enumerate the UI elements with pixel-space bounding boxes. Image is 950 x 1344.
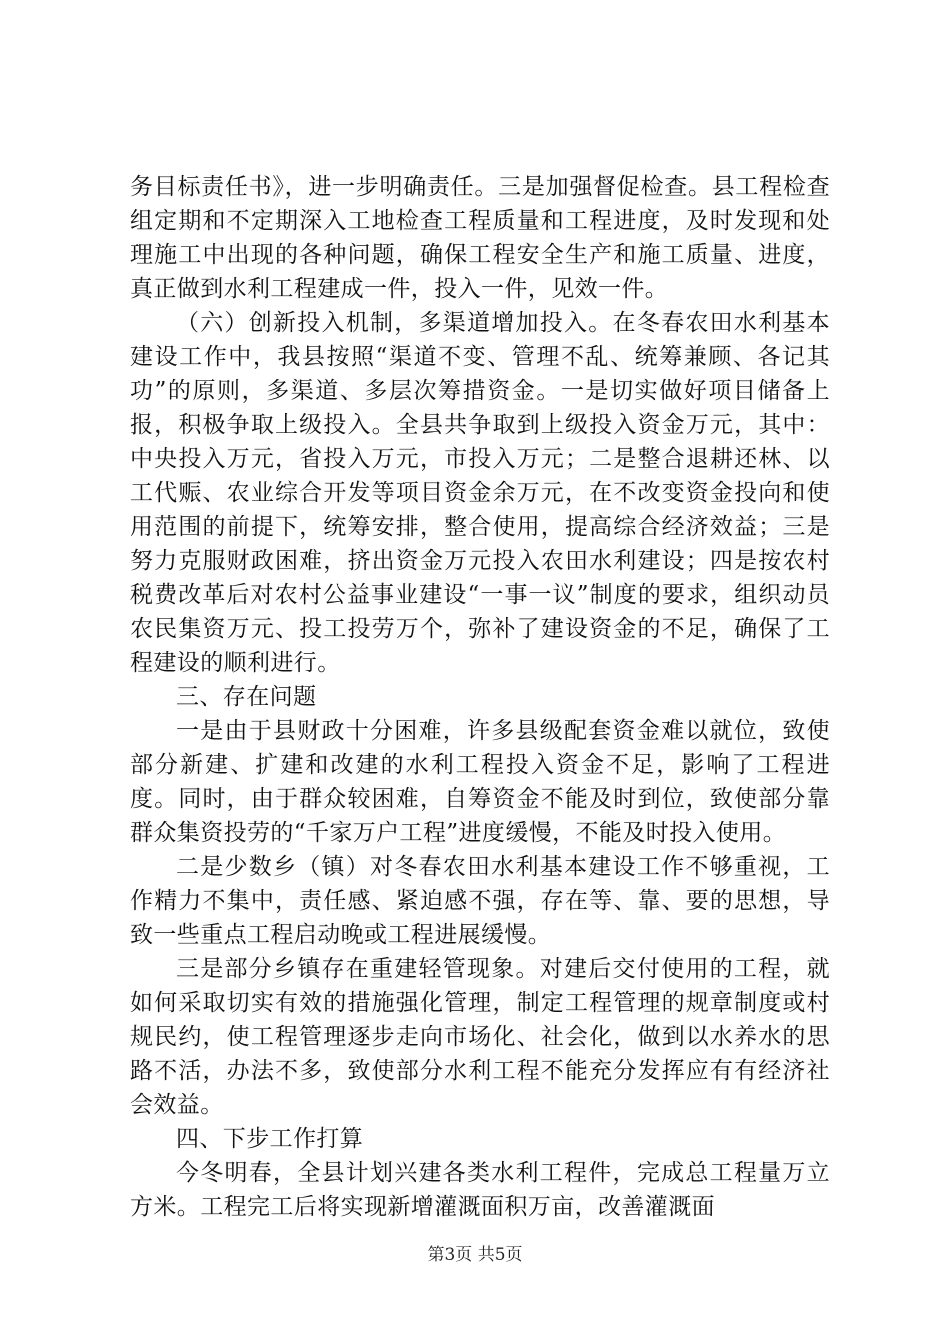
paragraph-investment-mechanism: （六）创新投入机制，多渠道增加投入。在冬春农田水利基本建设工作中，我县按照“渠道不变、管理不乱、统筹兼顾、各记其功”的原则，多渠道、多层次筹措资金。一是切实做好项目储备上报，积极争取上级投入。全县共争取到上级投入资金万元，其中：中央投入万元，省投入万元，市投入万元；二是整合退耕还林、以工代赈、农业综合开发等项目资金余万元，在不改变资金投向和使用范围的前提下，统筹安排，整合使用，提高综合经济效益；三是努力克服财政困难，挤出资金万元投入农田水利建设；四是按农村税费改革后对农村公益事业建设“一事一议”制度的要求，组织动员农民集资万元、投工投劳万个，弥补了建设资金的不足，确保了工程建设的顺利进行。	[130, 310, 830, 676]
paragraph-continuation: 务目标责任书》，进一步明确责任。三是加强督促检查。县工程检查组定期和不定期深入工地检查工程质量和工程进度，及时发现和处理施工中出现的各种问题，确保工程安全生产和施工质量、进度，真正做到水利工程建成一件，投入一件，见效一件。	[130, 174, 830, 302]
paragraph-problem-one: 一是由于县财政十分困难，许多县级配套资金难以就位，致使部分新建、扩建和改建的水利工程投入资金不足，影响了工程进度。同时，由于群众较困难，自筹资金不能及时到位，致使部分靠群众集资投劳的“千家万户工程”进度缓慢，不能及时投入使用。	[130, 718, 830, 846]
paragraph-problem-two: 二是少数乡（镇）对冬春农田水利基本建设工作不够重视，工作精力不集中，责任感、紧迫感不强，存在等、靠、要的思想，导致一些重点工程启动晚或工程进展缓慢。	[130, 854, 830, 948]
page-footer: 第3页 共5页	[427, 1245, 523, 1265]
document-body	[130, 170, 830, 1224]
section-heading-next-steps: 四、下步工作打算	[176, 1126, 364, 1152]
paragraph-problem-three: 三是部分乡镇存在重建轻管现象。对建后交付使用的工程，就如何采取切实有效的措施强化管理，制定工程管理的规章制度或村规民约，使工程管理逐步走向市场化、社会化，做到以水养水的思路不活，办法不多，致使部分水利工程不能充分发挥应有有经济社会效益。	[130, 956, 830, 1118]
paragraph-next-steps: 今冬明春，全县计划兴建各类水利工程件，完成总工程量万立方米。工程完工后将实现新增灌溉面积万亩，改善灌溉面	[130, 1160, 830, 1220]
section-heading-problems: 三、存在问题	[176, 684, 317, 710]
